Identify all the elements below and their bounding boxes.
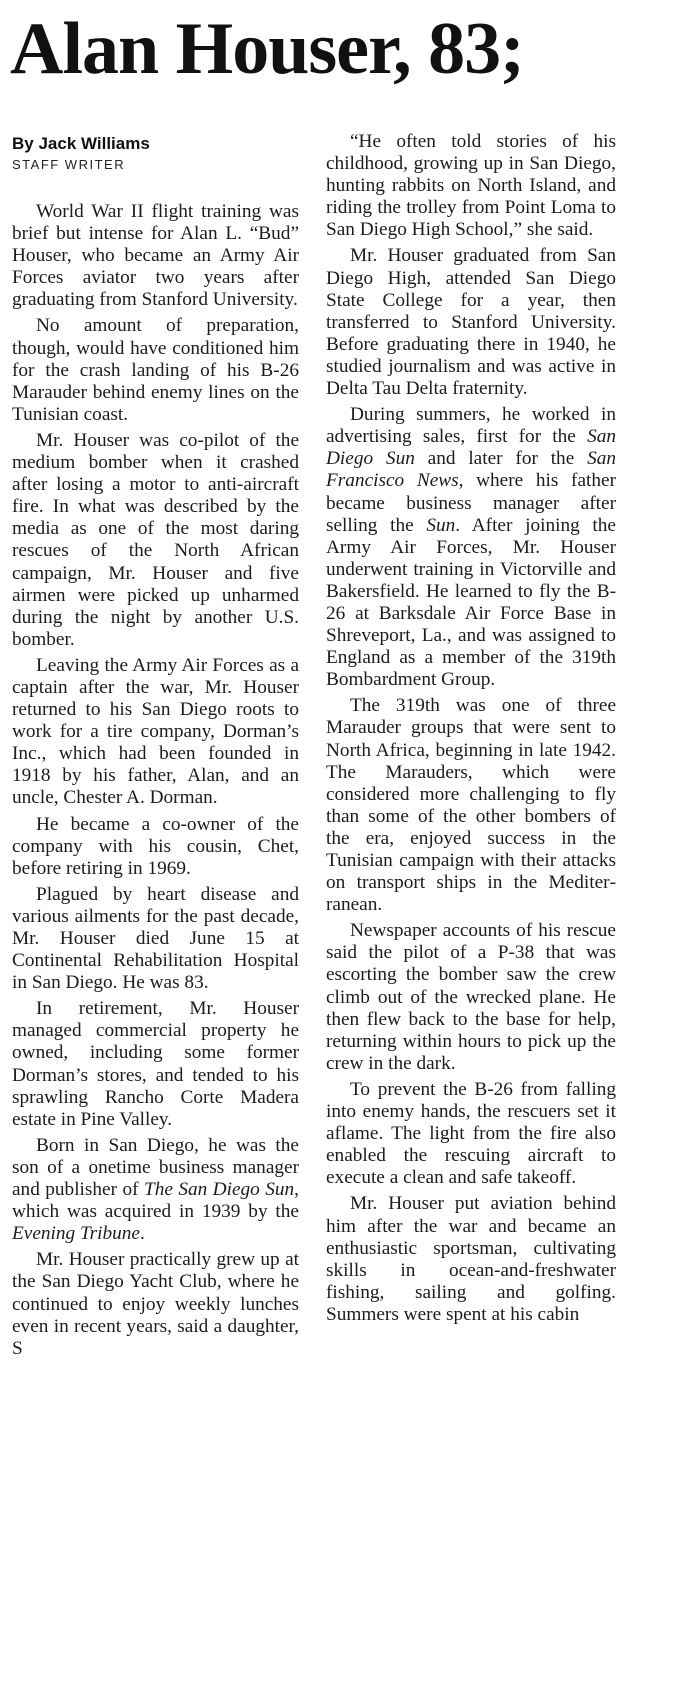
paragraph: Mr. Houser put aviation behind him after the war and became an enthusiastic sportsman, cultivating skills in ocean-and-freshwater fishing, sailing and golfing. Summers were spent at his cabin	[326, 1193, 616, 1325]
paragraph: In retirement, Mr. Houser managed commercial property he owned, including some former Dorman’s stores, and tended to his sprawling Rancho Corte Madera estate in Pine Valley.	[12, 998, 299, 1130]
headline: Alan Houser, 83;	[10, 8, 524, 90]
paragraph: The 319th was one of three Marauder groups that were sent to North Africa, beginning in late 1942. The Marauders, which were considered more challenging to fly than some of the other bombers of the era, enjoyed success in the Tunisian campaign with their attacks on transport ships in the Mediterranean.	[326, 695, 616, 916]
text-run: Born in San Diego, he was the son of a onetime business manager and publisher of	[12, 1134, 299, 1201]
paragraph: To prevent the B-26 from falling into enemy hands, the rescuers set it aflame. The light from the fire also enabled the rescuing aircraft to execute a clean and safe takeoff.	[326, 1078, 616, 1189]
text-run: .	[140, 1223, 145, 1245]
byline-role: STAFF WRITER	[12, 157, 126, 172]
text-run: , where his father became business manager after selling the	[326, 470, 616, 536]
right-column	[326, 131, 616, 1686]
paragraph: “He often told stories of his childhood, growing up in San Diego, hunting rabbits on North Island, and riding the trolley from Point Loma to San Diego High School,” she said.	[326, 131, 616, 241]
paragraph: World War II flight training was brief but intense for Alan L. “Bud” Houser, who became an Army Air Forces aviator two years after graduating from Stanford University.	[12, 201, 299, 311]
paragraph: He became a co-owner of the company with his cousin, Chet, before retiring in 1969.	[12, 813, 299, 879]
publication-title: San Francisco News	[326, 448, 616, 492]
publication-title: Evening Tribune	[12, 1223, 140, 1245]
paragraph: No amount of preparation, though, would have conditioned him for the crash landing of his B-26 Marauder behind enemy lines on the Tunisian coast.	[12, 315, 299, 425]
paragraph: Newspaper accounts of his rescue said the pilot of a P-38 that was escorting the bomber saw the crew climb out of the wrecked plane. He then flew back to the base for help, returning within hours to pick up the crew in the dark.	[326, 920, 616, 1074]
paragraph: Plagued by heart disease and various ailments for the past decade, Mr. Houser died June 15 at Continental Rehabilitation Hospital in San Diego. He was 83.	[12, 883, 299, 994]
paragraph: Mr. Houser graduated from San Diego High, attended San Diego State College for a year, then transferred to Stanford University. Before graduating there in 1940, he studied journalism and was active in Delta Tau Delta fraternity.	[326, 245, 616, 400]
byline: By Jack Williams	[12, 134, 150, 153]
paragraph: Mr. Houser was co-pilot of the medium bomber when it crashed after losing a motor to anti-aircraft fire. In what was described by the media as one of the most daring rescues of the North African campaign, Mr. Houser and five airmen were picked up unharmed during the night by another U.S. bomber.	[12, 429, 299, 650]
paragraph	[326, 404, 616, 691]
publication-title: Sun	[426, 514, 456, 536]
text-run: and later for the	[414, 448, 588, 470]
left-column	[12, 201, 299, 1686]
paragraph: Mr. Houser practically grew up at the San Diego Yacht Club, where he continued to enjoy weekly lunches even in recent years, said a daughter, S	[12, 1249, 299, 1359]
paragraph	[12, 1135, 299, 1245]
text-run: . After joining the Army Air Forces, Mr. Houser underwent training in Victorville and Bakersfield. He learned to fly the B-26 at Barksdale Air Force Base in Shreveport, La., and was assigned to England as a member of the 319th Bombardment Group.	[326, 514, 616, 691]
publication-title: The San Diego Sun	[143, 1179, 295, 1201]
paragraph: Leaving the Army Air Forces as a captain after the war, Mr. Houser returned to his San Diego roots to work for a tire company, Dorman’s Inc., which had been founded in 1918 by his father, Alan, and an uncle, Chester A. Dorman.	[12, 654, 299, 809]
text-run: During summers, he worked in advertising sales, first for the	[326, 404, 616, 448]
text-run: , which was acquired in 1939 by the	[12, 1179, 299, 1223]
publication-title: San Diego Sun	[326, 426, 616, 470]
